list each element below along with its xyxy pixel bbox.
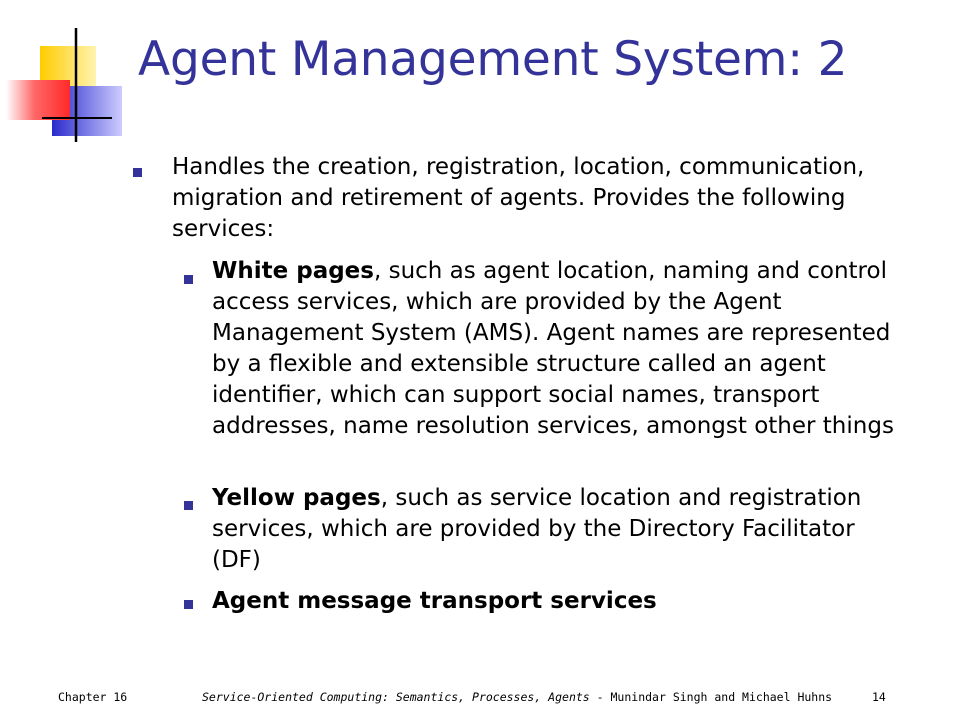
slide-logo-icon bbox=[0, 0, 140, 150]
footer-citation bbox=[202, 690, 832, 704]
slide-title: Agent Management System: 2 bbox=[138, 32, 848, 87]
sub-bullet-marker bbox=[184, 501, 193, 510]
sub-bullet-marker bbox=[184, 275, 193, 284]
transport-item: Agent message transport services bbox=[212, 588, 657, 614]
yellow-pages-description: , such as service location and registration services, which are provided by the Directory Facilitator (DF) bbox=[212, 485, 862, 573]
footer-chapter: Chapter 16 bbox=[58, 690, 128, 704]
white-pages-description: , such as agent location, naming and control access services, which are provided by the Agent Management System (AMS). Agent names are represented by a flexible and extensible structure called an agent identifier, which can support social names, transport addresses, name resolution services, amongst other things bbox=[212, 258, 894, 439]
white-pages-label: White pages bbox=[212, 258, 374, 284]
logo-red-square bbox=[6, 80, 70, 120]
footer-book-title: Service-Oriented Computing: Semantics, Processes, Agents bbox=[202, 690, 590, 704]
yellow-pages-label: Yellow pages bbox=[212, 485, 381, 511]
bullet-marker bbox=[133, 168, 142, 177]
white-pages-item bbox=[212, 256, 902, 442]
sub-bullet-marker bbox=[184, 600, 193, 609]
footer-page-number: 14 bbox=[872, 690, 886, 704]
main-bullet-text: Handles the creation, registration, location, communication, migration and retirement of agents. Provides the following services: bbox=[172, 154, 865, 242]
footer-authors: - Munindar Singh and Michael Huhns bbox=[589, 690, 833, 704]
yellow-pages-item bbox=[212, 483, 902, 576]
